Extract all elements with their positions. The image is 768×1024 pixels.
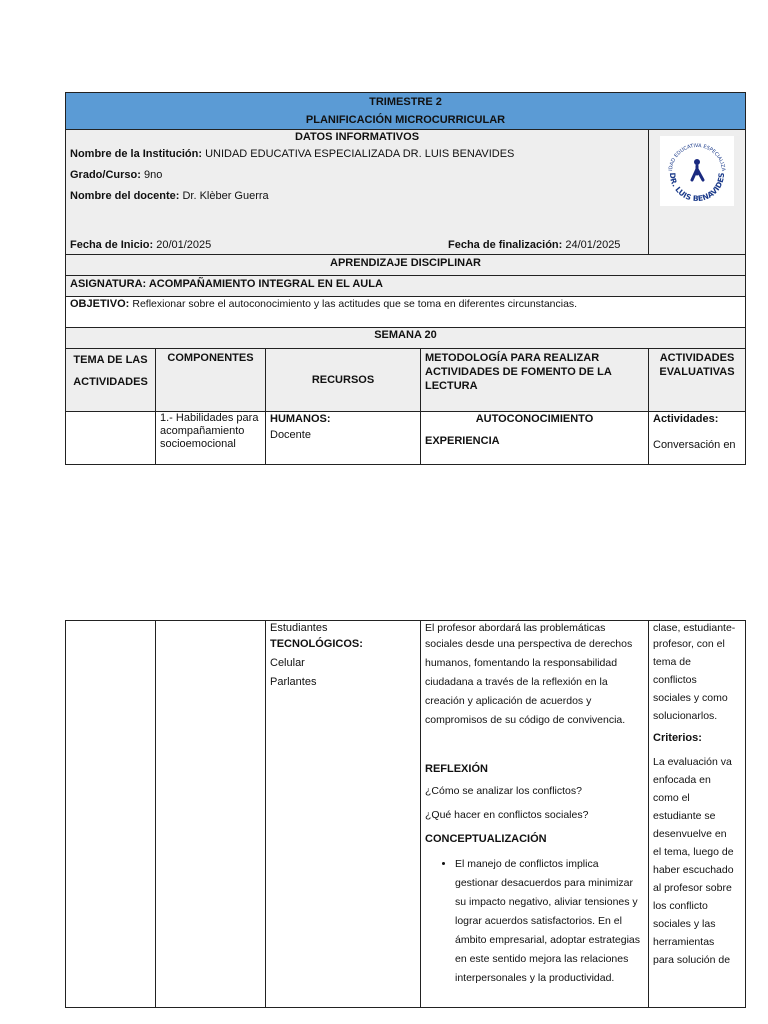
recursos-item: Estudiantes bbox=[270, 622, 328, 634]
col-tema: TEMA DE LAS ACTIVIDADES bbox=[66, 349, 156, 412]
metodologia-cell bbox=[421, 412, 649, 465]
actividades-line: sociales y como bbox=[653, 692, 728, 704]
week-row bbox=[66, 328, 746, 349]
start-date-label: Fecha de Inicio: bbox=[70, 238, 154, 251]
end-date-label: Fecha de finalización: bbox=[448, 238, 563, 251]
actividades-line: tema de bbox=[653, 656, 691, 668]
criterios-line: el tema, luego de bbox=[653, 846, 734, 858]
dates-line bbox=[70, 218, 644, 252]
componente-cell bbox=[156, 621, 266, 1008]
institution-line bbox=[70, 147, 644, 168]
recursos-item: Docente bbox=[270, 429, 311, 441]
actividades-line: clase, estudiante- bbox=[653, 622, 736, 634]
table-row bbox=[66, 621, 746, 1008]
recursos-item: Parlantes bbox=[270, 676, 317, 688]
col-componentes: COMPONENTES bbox=[156, 349, 266, 412]
planning-table bbox=[65, 92, 746, 465]
aprendizaje-row bbox=[66, 255, 746, 276]
tema-cell bbox=[66, 412, 156, 465]
svg-text:DR. LUIS BENAVIDES bbox=[668, 172, 726, 203]
list-item: • El manejo de conflictos implica gestionar desacuerdos para minimizar su impacto negativo, aliviar tensiones y lograr acuerdos satisfactorios. En el ámbito empresarial, adoptar estrategias en este sentido mejora las relaciones interpersonales y la productividad. bbox=[455, 855, 644, 988]
metodologia-cell bbox=[421, 621, 649, 1008]
aprendizaje-heading: APRENDIZAJE DISCIPLINAR bbox=[66, 255, 746, 276]
actividades-line: conflictos bbox=[653, 674, 697, 686]
svg-text:UNIDAD EDUCATIVA ESPECIALIZADA bbox=[660, 136, 726, 172]
recursos-cell bbox=[266, 621, 421, 1008]
grade-line bbox=[70, 168, 644, 189]
criterios-line: estudiante se bbox=[653, 810, 716, 822]
grade-label: Grado/Curso: bbox=[70, 169, 141, 181]
actividades-cell bbox=[649, 412, 746, 465]
datos-heading: DATOS INFORMATIVOS bbox=[294, 131, 420, 143]
actividades-line: profesor, con el bbox=[653, 638, 725, 650]
experiencia-line: sociales desde una perspectiva de derechos bbox=[425, 638, 633, 650]
trimester-label: TRIMESTRE 2 bbox=[369, 96, 442, 108]
criterios-line: para solución de bbox=[653, 954, 731, 966]
criterios-heading: Criterios: bbox=[653, 732, 702, 744]
teacher-line bbox=[70, 189, 644, 210]
criterios-line: haber escuchado bbox=[653, 864, 734, 876]
criterios-line: al profesor sobre bbox=[653, 882, 732, 894]
week-label: SEMANA 20 bbox=[66, 328, 746, 349]
autoconocimiento-heading: AUTOCONOCIMIENTO bbox=[475, 413, 594, 425]
criterios-line: enfocada en bbox=[653, 774, 711, 786]
componente-cell: 1.- Habilidades para acompañamiento socioemocional bbox=[156, 412, 266, 465]
recursos-cell bbox=[266, 412, 421, 465]
table-row bbox=[66, 412, 746, 465]
criterios-line: herramientas bbox=[653, 936, 715, 948]
experiencia-line: creación y aplicación de acuerdos y bbox=[425, 695, 592, 707]
subject-row bbox=[66, 276, 746, 297]
reflexion-question: ¿Cómo se analizar los conflictos? bbox=[425, 785, 582, 797]
criterios-line: desenvuelve en bbox=[653, 828, 727, 840]
experiencia-line: humanos, fomentando la responsabilidad bbox=[425, 657, 618, 669]
experiencia-line: El profesor abordará las problemáticas bbox=[425, 622, 606, 634]
reflexion-heading: REFLEXIÓN bbox=[425, 763, 488, 775]
col-actividades: ACTIVIDADES EVALUATIVAS bbox=[649, 349, 746, 412]
subject-value: ACOMPAÑAMIENTO INTEGRAL EN EL AULA bbox=[148, 278, 383, 290]
teacher-value: Dr. Klèber Guerra bbox=[182, 190, 269, 202]
subject-label: ASIGNATURA: bbox=[70, 278, 147, 290]
institution-value: UNIDAD EDUCATIVA ESPECIALIZADA DR. LUIS BENAVIDES bbox=[205, 148, 515, 160]
end-date-value: 24/01/2025 bbox=[565, 238, 621, 251]
start-date bbox=[70, 238, 211, 252]
criterios-line: sociales y las bbox=[653, 918, 716, 930]
criterios-line: los conflicto bbox=[653, 900, 708, 912]
logo-top-text: IDAD EDUCATIVA ESPECIALIZA bbox=[668, 142, 727, 172]
actividades-line: solucionarlos. bbox=[653, 710, 718, 722]
actividades-cell bbox=[649, 621, 746, 1008]
institution-label: Nombre de la Institución: bbox=[70, 148, 203, 160]
objective-row bbox=[66, 297, 746, 328]
logo-emblem-icon bbox=[660, 136, 734, 206]
col-recursos: RECURSOS bbox=[266, 349, 421, 412]
experiencia-line: compromisos de su código de convivencia. bbox=[425, 714, 626, 726]
logo-text: DR. LUIS BENAVIDES bbox=[667, 172, 727, 204]
planning-table-continuation bbox=[65, 620, 746, 1008]
recursos-heading: HUMANOS: bbox=[270, 413, 331, 425]
conceptualizacion-heading: CONCEPTUALIZACIÓN bbox=[425, 833, 547, 845]
datos-row bbox=[66, 130, 746, 255]
experiencia-heading: EXPERIENCIA bbox=[425, 435, 500, 447]
objective-label: OBJETIVO: bbox=[70, 298, 130, 310]
teacher-label: Nombre del docente: bbox=[70, 190, 180, 202]
actividades-text: Conversación en bbox=[653, 439, 736, 451]
tema-cell bbox=[66, 621, 156, 1008]
column-header-row bbox=[66, 349, 746, 412]
title-row bbox=[66, 93, 746, 130]
col-metodologia: METODOLOGÍA PARA REALIZAR ACTIVIDADES DE FOMENTO DE LA LECTURA bbox=[421, 349, 649, 412]
criterios-line: como el bbox=[653, 792, 690, 804]
objective-value: Reflexionar sobre el autoconocimiento y las actitudes que se toma en diferentes circunstancias. bbox=[132, 298, 578, 310]
recursos-item: Celular bbox=[270, 657, 305, 669]
document-title: PLANIFICACIÓN MICROCURRICULAR bbox=[305, 114, 506, 126]
criterios-line: La evaluación va bbox=[653, 756, 732, 768]
school-logo bbox=[660, 136, 734, 206]
start-date-value: 20/01/2025 bbox=[156, 238, 212, 251]
actividades-heading: Actividades: bbox=[653, 413, 719, 425]
reflexion-question: ¿Qué hacer en conflictos sociales? bbox=[425, 809, 589, 821]
recursos-heading: TECNOLÓGICOS: bbox=[270, 638, 363, 650]
end-date bbox=[448, 238, 620, 252]
experiencia-line: ciudadana a través de la reflexión en la bbox=[425, 676, 608, 688]
grade-value: 9no bbox=[143, 169, 163, 181]
conceptualizacion-list bbox=[425, 855, 644, 988]
